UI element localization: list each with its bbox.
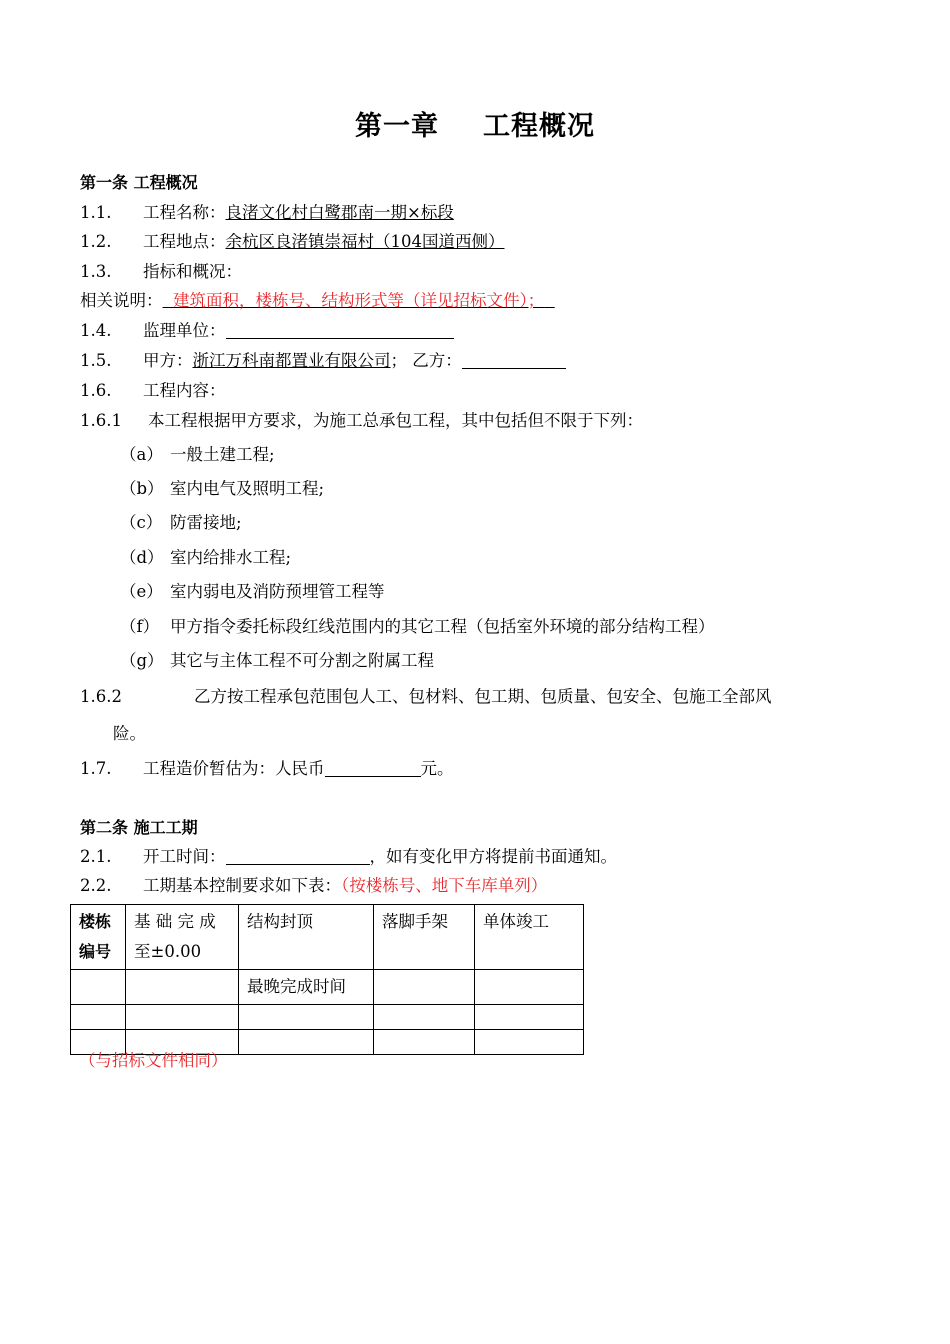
project-location-value: 余杭区良渚镇崇福村（104国道西侧） (225, 232, 505, 251)
schedule-table (70, 904, 584, 1055)
table-header-cell: 结构封顶 (239, 905, 374, 970)
table-cell (374, 970, 475, 1005)
list-item: （e） 室内弱电及消防预埋管工程等 (120, 582, 385, 601)
indicators-line: 1.3. 指标和概况： (80, 262, 242, 281)
table-cell: 最晚完成时间 (239, 970, 374, 1005)
party-b-blank (462, 350, 566, 369)
table-cell (475, 1030, 584, 1055)
list-item: （d） 室内给排水工程; (120, 548, 292, 567)
start-date-blank (226, 846, 370, 865)
list-item: （f） 甲方指令委托标段红线范围内的其它工程（包括室外环境的部分结构工程） (120, 617, 715, 636)
scope-1-6-2: 1.6.2 乙方按工程承包范围包人工、包材料、包工期、包质量、包安全、包施工全部风 (80, 687, 772, 706)
list-item: （g） 其它与主体工程不可分割之附属工程 (120, 651, 434, 670)
table-cell (374, 1030, 475, 1055)
list-item: （a） 一般土建工程; (120, 445, 275, 464)
parties-line: 1.5. 甲方：浙江万科南都置业有限公司； 乙方： (80, 350, 566, 372)
list-item: （b） 室内电气及照明工程; (120, 479, 325, 498)
table-header-cell: 落脚手架 (374, 905, 475, 970)
table-cell (239, 1030, 374, 1055)
scope-1-6-1: 1.6.1 本工程根据甲方要求，为施工总承包工程，其中包括但不限于下列： (80, 411, 643, 430)
project-name-line: 1.1. 工程名称：良渚文化村白鹭郡南一期×标段 (80, 203, 454, 222)
table-header-cell: 楼栋 编号 (71, 905, 126, 970)
party-a-value: 浙江万科南都置业有限公司 (192, 351, 391, 370)
supervisor-line: 1.4. 监理单位： (80, 320, 454, 342)
chapter-title (0, 104, 950, 143)
schedule-note: （按楼栋号、地下车库单列） (341, 876, 548, 895)
article-1-heading: 第一条 工程概况 (80, 173, 198, 192)
contract-price-line: 1.7. 工程造价暂估为：人民币 元。 (80, 759, 454, 778)
table-cell (71, 1005, 126, 1030)
scope-line: 1.6. 工程内容： (80, 381, 226, 400)
table-row (71, 905, 584, 970)
table-cell (374, 1005, 475, 1030)
table-cell (475, 970, 584, 1005)
table-cell (71, 970, 126, 1005)
related-note-line: 相关说明： 建筑面积，楼栋号、结构形式等（详见招标文件）； (80, 291, 545, 310)
table-header-cell: 单体竣工 (475, 905, 584, 970)
table-footnote: （与招标文件相同） (79, 1051, 228, 1070)
table-header-cell: 基 础 完 成 至±0.00 (126, 905, 239, 970)
scope-1-6-2-continued: 险。 (113, 724, 146, 743)
start-date-line: 2.1. 开工时间： ，如有变化甲方将提前书面通知。 (80, 847, 617, 866)
table-row (71, 970, 584, 1005)
article-2-heading: 第二条 施工工期 (80, 818, 198, 837)
table-row (71, 1005, 584, 1030)
supervisor-blank (226, 320, 454, 339)
chapter-name: 工程概况 (483, 111, 595, 142)
schedule-requirement-line: 2.2. 工期基本控制要求如下表：（按楼栋号、地下车库单列） (80, 876, 548, 895)
table-cell (475, 1005, 584, 1030)
table-cell (239, 1005, 374, 1030)
chapter-number: 第一章 (355, 111, 439, 142)
project-location-line: 1.2. 工程地点：余杭区良渚镇崇福村（104国道西侧） (80, 232, 505, 251)
table-cell (126, 970, 239, 1005)
project-name-value: 良渚文化村白鹭郡南一期×标段 (225, 203, 454, 222)
price-blank (325, 758, 421, 777)
related-note-value: 建筑面积，楼栋号、结构形式等（详见招标文件）； (173, 291, 545, 310)
list-item: （c） 防雷接地; (120, 513, 242, 532)
table-cell (126, 1005, 239, 1030)
